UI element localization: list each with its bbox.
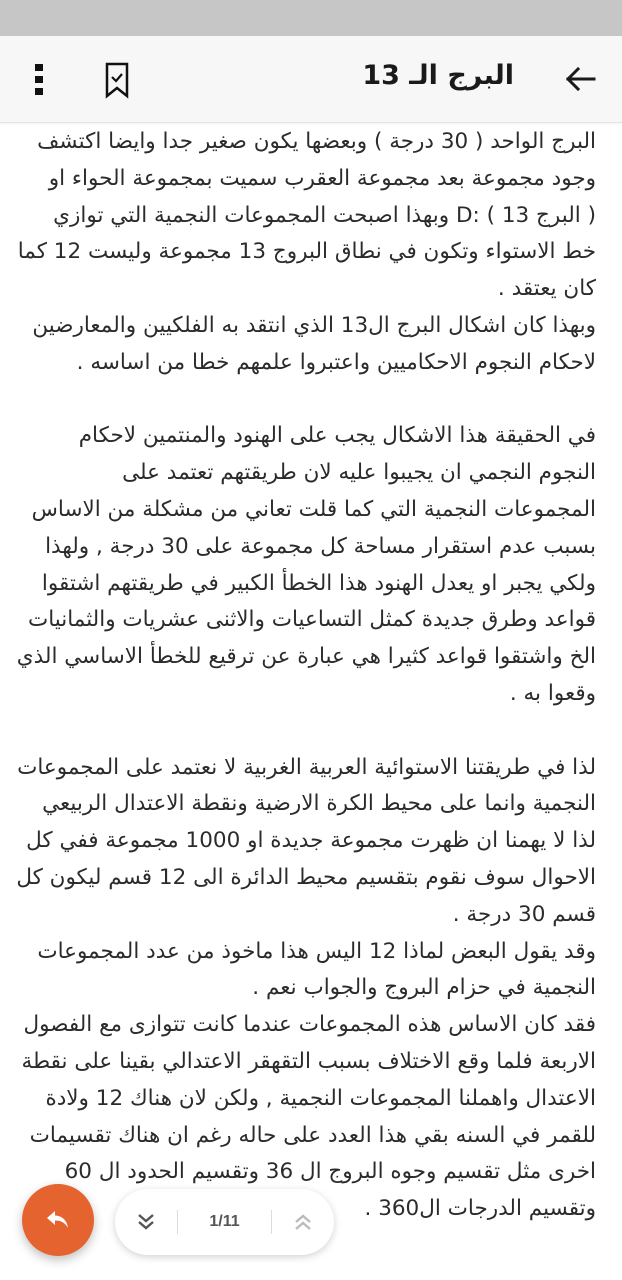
- text-line: النجمية في حزام البروج والجواب نعم .: [252, 975, 596, 1001]
- text-line: الخ واشتقوا قواعد كثيرا هي عبارة عن ترقيع للخطأ الاساسي الذي: [16, 644, 596, 670]
- more-options-button[interactable]: [28, 60, 52, 100]
- reply-button[interactable]: [22, 1184, 94, 1256]
- text-line: قسم 30 درجة .: [452, 901, 596, 927]
- paragraph-gap: [28, 382, 596, 419]
- text-line: لاحكام النجوم الاحكاميين واعتبروا علمهم خطا من اساسه .: [76, 349, 596, 375]
- double-chevron-down-icon: [136, 1212, 156, 1232]
- text-line: النجمية وانما على محيط الكرة الارضية ونقطة الاعتدال الربيعي: [42, 791, 596, 817]
- text-line: وقد يقول البعض لماذا 12 اليس هذا ماخوذ من عدد المجموعات: [37, 938, 596, 964]
- text-line: بسبب عدم استقرار مساحة كل مجموعة على 30 درجة , ولهذا: [45, 533, 596, 559]
- bookmark-button[interactable]: [102, 60, 132, 100]
- text-line: فقد كان الاساس هذه المجموعات عندما كانت تتوازى مع الفصول: [23, 1012, 596, 1038]
- text-line: لذا لا يهمنا ان ظهرت مجموعة جديدة او 1000 مجموعة ففي كل: [26, 828, 596, 854]
- arrow-back-icon: [564, 62, 598, 96]
- text-line: وبهذا كان اشكال البرج ال13 الذي انتقد به الفلكيين والمعارضين: [32, 312, 596, 338]
- text-line: وجود مجموعة بعد مجموعة العقرب سميت بمجموعة الحواء او: [48, 165, 596, 191]
- text-line: البرج الواحد ( 30 درجة ) وبعضها يكون صغير جدا وايضا اكتشف: [37, 129, 596, 154]
- more-vert-icon: [28, 60, 52, 100]
- next-page-button[interactable]: [115, 1189, 177, 1255]
- reply-icon: [45, 1209, 71, 1231]
- text-line: للقمر في السنه بقي هذا العدد على حاله رغم ان هناك تقسيمات: [29, 1122, 596, 1148]
- double-chevron-up-icon: [293, 1212, 313, 1232]
- back-button[interactable]: [564, 62, 598, 96]
- previous-page-button[interactable]: [272, 1189, 334, 1255]
- text-line: ( البرج 13 ) :D وبهذا اصبحت المجموعات النجمية التي توازي: [53, 202, 596, 228]
- page-title: البرج الـ 13: [362, 60, 514, 91]
- text-line: الاحوال سوف نقوم بتقسيم محيط الدائرة الى 12 قسم ليكون كل: [16, 864, 596, 890]
- text-line: النجوم النجمي ان يجيبوا عليه لان طريقتهم تعتمد على: [122, 460, 596, 486]
- text-line: وقعوا به .: [509, 680, 596, 706]
- text-line: الاعتدال واهملنا المجموعات النجمية , ولكن لان هناك 12 ولادة: [45, 1085, 596, 1111]
- paragraph-2: [16, 418, 596, 712]
- text-line: وتقسيم الدرجات ال360 .: [364, 1196, 596, 1222]
- text-line: قواعد وطرق جديدة كمثل التساعيات والاثنى عشريات والثمانيات: [27, 607, 596, 633]
- text-line: ولكي يجبر او يعدل الهنود هذا الخطأ الكبير في طريقتهم اشتقوا: [41, 570, 596, 596]
- text-line: في الحقيقة هذا الاشكال يجب على الهنود والمنتمين لاحكام: [78, 423, 596, 449]
- app-bar: [0, 36, 622, 123]
- paragraph-1: [17, 124, 596, 382]
- page-navigator: [115, 1189, 334, 1255]
- text-line: المجموعات النجمية التي كما قلت تعاني من مشكلة من الاساس: [31, 496, 596, 522]
- text-line: لذا في طريقتنا الاستوائية العربية الغربية لا نعتمد على المجموعات: [17, 754, 596, 780]
- status-bar: [0, 0, 622, 36]
- bookmark-check-icon: [102, 60, 132, 100]
- text-line: الاربعة فلما وقع الاختلاف بسبب التقهقر الاعتدالي بقينا على نقطة: [21, 1048, 596, 1074]
- text-line: كان يعتقد .: [497, 276, 596, 302]
- text-line: خط الاستواء وتكون في نطاق البروج 13 مجموعة وليست 12 كما: [17, 239, 596, 265]
- article-content: [16, 124, 596, 1228]
- paragraph-gap: [28, 713, 596, 750]
- paragraph-3: [16, 750, 596, 1228]
- text-line: اخرى مثل تقسيم وجوه البروج ال 36 وتقسيم الحدود ال 60: [64, 1159, 596, 1185]
- page-indicator: 1/11: [209, 1213, 240, 1230]
